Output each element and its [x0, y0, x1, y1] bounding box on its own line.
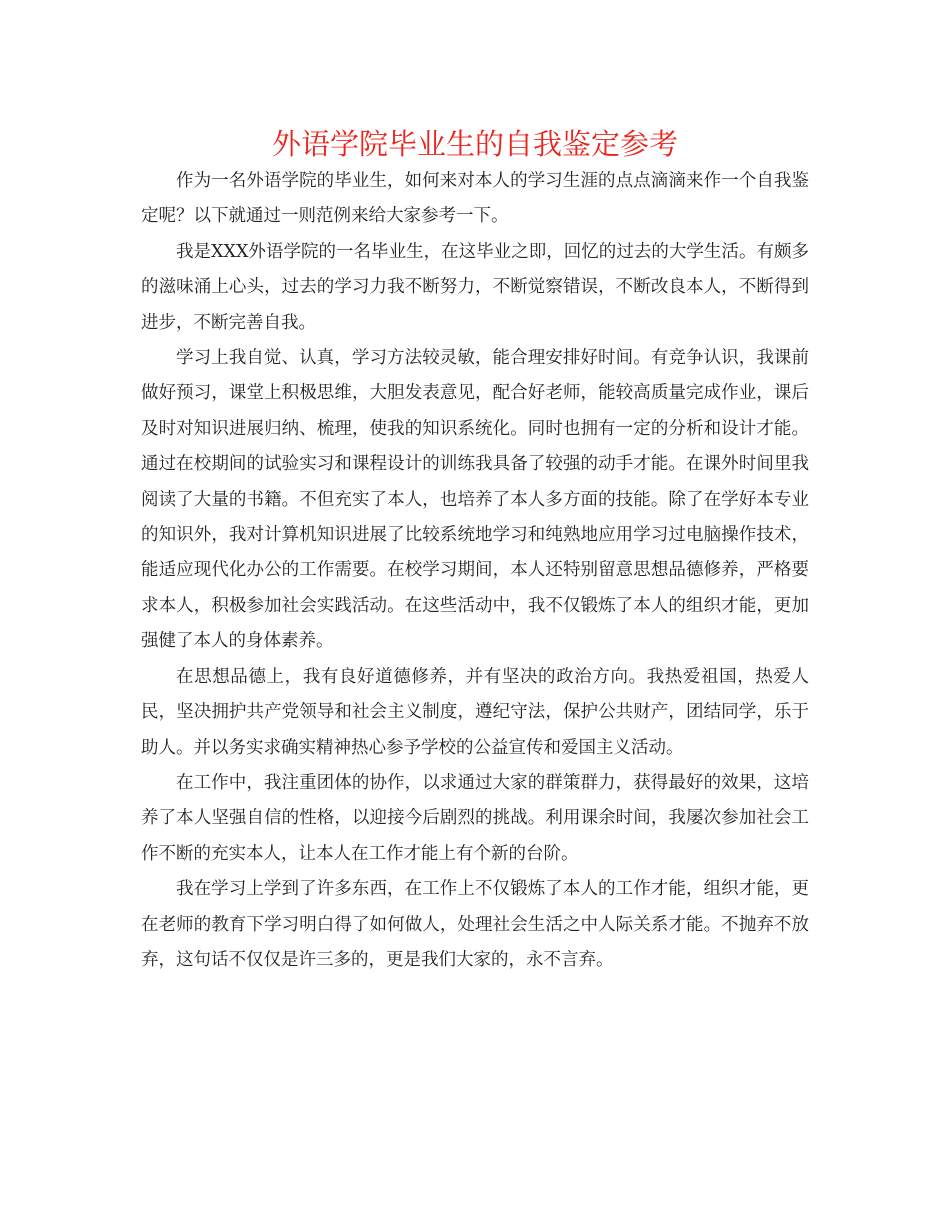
paragraph-1: 作为一名外语学院的毕业生，如何来对本人的学习生涯的点点滴滴来作一个自我鉴定呢？以下就通过一则范例来给大家参考一下。 [141, 171, 809, 227]
paragraph-6: 我在学习上学到了许多东西，在工作上不仅锻炼了本人的工作才能，组织才能，更在老师的教育下学习明白得了如何做人，处理社会生活之中人际关系才能。不抛弃不放弃，这句话不仅仅是许三多的，更是我们大家的，永不言弃。 [141, 879, 809, 970]
paragraph-2: 我是XXX外语学院的一名毕业生，在这毕业之即，回忆的过去的大学生活。有颇多的滋味涌上心头，过去的学习力我不断努力，不断觉察错误，不断改良本人，不断得到进步，不断完善自我。 [141, 241, 809, 333]
document-title: 外语学院毕业生的自我鉴定参考 [271, 127, 678, 161]
paragraph-3: 学习上我自觉、认真，学习方法较灵敏，能合理安排好时间。有竞争认识，我课前做好预习，课堂上积极思维，大胆发表意见，配合好老师，能较高质量完成作业，课后及时对知识进展归纳、梳理，使我的知识系统化。同时也拥有一定的分析和设计才能。通过在校期间的试验实习和课程设计的训练我具备了较强的动手才能。在课外时间里我阅读了大量的书籍。不但充实了本人，也培养了本人多方面的技能。除了在学好本专业的知识外，我对计算机知识进展了比较系统地学习和纯熟地应用学习过电脑操作技术，能适应现代化办公的工作需要。在校学习期间，本人还特别留意思想品德修养，严格要求本人，积极参加社会实践活动。在这些活动中，我不仅锻炼了本人的组织才能，更加强健了本人的身体素养。 [141, 348, 809, 652]
paragraph-4: 在思想品德上，我有良好道德修养，并有坚决的政治方向。我热爱祖国，热爱人民，坚决拥护共产党领导和社会主义制度，遵纪守法，保护公共财产，团结同学，乐于助人。并以务实求确实精神热心参予学校的公益宣传和爱国主义活动。 [141, 666, 809, 758]
paragraph-5: 在工作中，我注重团体的协作，以求通过大家的群策群力，获得最好的效果，这培养了本人坚强自信的性格，以迎接今后剧烈的挑战。利用课余时间，我屡次参加社会工作不断的充实本人，让本人在工作才能上有个新的台阶。 [141, 772, 809, 864]
document-body [141, 164, 809, 978]
